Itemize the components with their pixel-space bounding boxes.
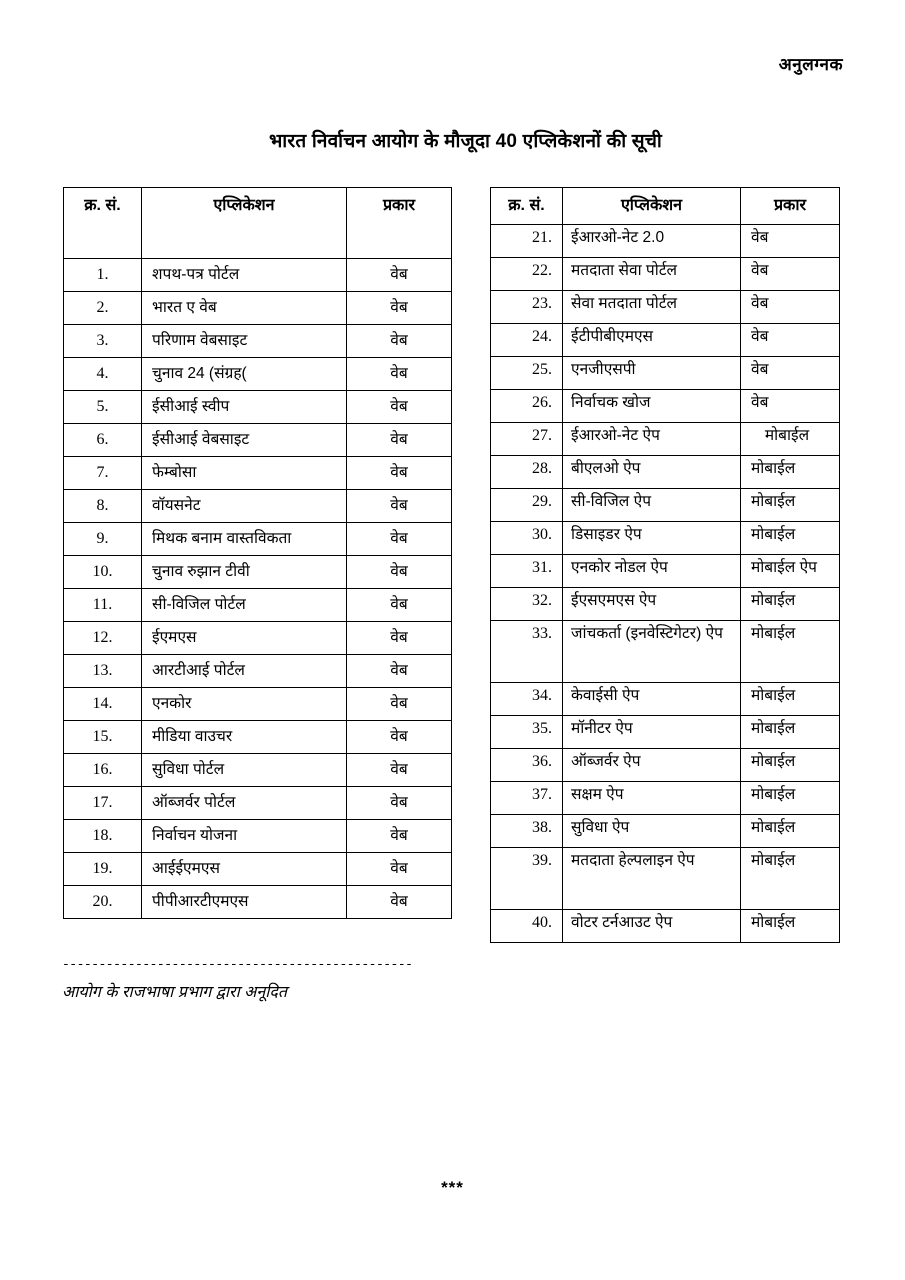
table-row [64, 325, 452, 358]
table-row [64, 820, 452, 853]
application-tables [0, 187, 905, 931]
cell-application-type: वेब [347, 556, 452, 589]
cell-serial-number: 35. [491, 716, 563, 749]
column-header-type: प्रकार [347, 188, 452, 259]
cell-serial-number: 21. [491, 225, 563, 258]
cell-serial-number: 12. [64, 622, 142, 655]
cell-application-name: केवाईसी ऐप [563, 683, 741, 716]
cell-application-name: फेम्बोसा [142, 457, 347, 490]
cell-serial-number: 19. [64, 853, 142, 886]
cell-serial-number: 8. [64, 490, 142, 523]
cell-application-type: वेब [347, 325, 452, 358]
cell-serial-number: 33. [491, 621, 563, 683]
column-header-app: एप्लिकेशन [563, 188, 741, 225]
table-row [64, 523, 452, 556]
table-row [64, 490, 452, 523]
translation-footnote [62, 958, 482, 1002]
cell-application-type: वेब [347, 655, 452, 688]
table-row [491, 291, 840, 324]
cell-application-type: वेब [347, 523, 452, 556]
cell-application-name: ईसीआई स्वीप [142, 391, 347, 424]
cell-application-name: निर्वाचन योजना [142, 820, 347, 853]
cell-application-name: निर्वाचक खोज [563, 390, 741, 423]
cell-serial-number: 13. [64, 655, 142, 688]
cell-application-type: वेब [741, 258, 840, 291]
cell-application-type: वेब [347, 589, 452, 622]
footnote-text: आयोग के राजभाषा प्रभाग द्वारा अनूदित [62, 984, 288, 1001]
table-row [491, 848, 840, 910]
cell-application-name: सेवा मतदाता पोर्टल [563, 291, 741, 324]
table-row [491, 258, 840, 291]
cell-application-name: ईआरओ-नेट 2.0 [563, 225, 741, 258]
cell-serial-number: 5. [64, 391, 142, 424]
cell-serial-number: 36. [491, 749, 563, 782]
cell-application-name: बीएलओ ऐप [563, 456, 741, 489]
table-row [64, 787, 452, 820]
cell-serial-number: 23. [491, 291, 563, 324]
cell-application-type: वेब [347, 490, 452, 523]
cell-application-type: मोबाईल [741, 782, 840, 815]
cell-serial-number: 32. [491, 588, 563, 621]
cell-serial-number: 27. [491, 423, 563, 456]
cell-application-type: वेब [347, 688, 452, 721]
cell-serial-number: 14. [64, 688, 142, 721]
cell-application-name: सक्षम ऐप [563, 782, 741, 815]
table-row [491, 683, 840, 716]
table-body-left [64, 259, 452, 919]
cell-application-name: जांचकर्ता (इनवेस्टिगेटर) ऐप [563, 621, 741, 683]
cell-serial-number: 34. [491, 683, 563, 716]
table-row [64, 622, 452, 655]
cell-application-type: वेब [347, 457, 452, 490]
table-row [64, 358, 452, 391]
table-row [491, 357, 840, 390]
cell-serial-number: 30. [491, 522, 563, 555]
cell-serial-number: 6. [64, 424, 142, 457]
table-row [491, 390, 840, 423]
cell-serial-number: 10. [64, 556, 142, 589]
cell-application-name: ऑब्जर्वर पोर्टल [142, 787, 347, 820]
table-header-row [64, 188, 452, 259]
applications-table-left [63, 187, 452, 919]
cell-application-type: मोबाईल [741, 716, 840, 749]
end-of-document-mark: *** [441, 1178, 464, 1197]
table-row [64, 457, 452, 490]
cell-serial-number: 38. [491, 815, 563, 848]
cell-application-name: ईसीआई वेबसाइट [142, 424, 347, 457]
footnote-separator: ------------------------------------------------ [62, 958, 413, 971]
cell-serial-number: 7. [64, 457, 142, 490]
cell-application-name: मतदाता हेल्पलाइन ऐप [563, 848, 741, 910]
cell-application-type: वेब [741, 225, 840, 258]
annexure-header: अनुलग्नक [778, 55, 843, 74]
table-row [64, 721, 452, 754]
table-row [491, 588, 840, 621]
table-row [64, 424, 452, 457]
cell-application-name: ईएसएमएस ऐप [563, 588, 741, 621]
cell-application-name: आरटीआई पोर्टल [142, 655, 347, 688]
table-row [491, 716, 840, 749]
table-row [64, 853, 452, 886]
table-row [491, 910, 840, 943]
cell-serial-number: 28. [491, 456, 563, 489]
cell-application-type: मोबाईल [741, 456, 840, 489]
cell-application-type: वेब [347, 358, 452, 391]
table-row [64, 886, 452, 919]
cell-serial-number: 11. [64, 589, 142, 622]
cell-application-type: मोबाईल [741, 522, 840, 555]
table-row [491, 555, 840, 588]
cell-serial-number: 31. [491, 555, 563, 588]
cell-serial-number: 40. [491, 910, 563, 943]
cell-application-type: मोबाईल [741, 749, 840, 782]
table-row [64, 391, 452, 424]
page-title: भारत निर्वाचन आयोग के मौजूदा 40 एप्लिकेशनों की सूची [268, 131, 663, 152]
cell-serial-number: 17. [64, 787, 142, 820]
cell-application-name: वोटर टर्नआउट ऐप [563, 910, 741, 943]
cell-application-name: एनकोर नोडल ऐप [563, 555, 741, 588]
column-header-sno: क्र. सं. [64, 188, 142, 259]
cell-serial-number: 9. [64, 523, 142, 556]
cell-application-name: वॉयसनेट [142, 490, 347, 523]
cell-serial-number: 29. [491, 489, 563, 522]
cell-application-name: शपथ-पत्र पोर्टल [142, 259, 347, 292]
cell-serial-number: 25. [491, 357, 563, 390]
cell-serial-number: 2. [64, 292, 142, 325]
cell-application-name: ईटीपीबीएमएस [563, 324, 741, 357]
table-row [491, 621, 840, 683]
table-row [491, 456, 840, 489]
cell-application-type: मोबाईल [741, 848, 840, 910]
cell-application-type: मोबाईल [741, 588, 840, 621]
cell-application-type: मोबाईल ऐप [741, 555, 840, 588]
table-row [491, 782, 840, 815]
cell-application-type: वेब [347, 787, 452, 820]
column-header-sno: क्र. सं. [491, 188, 563, 225]
table-row [64, 556, 452, 589]
cell-application-name: ईएमएस [142, 622, 347, 655]
cell-application-type: वेब [347, 721, 452, 754]
cell-application-type: वेब [347, 886, 452, 919]
cell-serial-number: 1. [64, 259, 142, 292]
table-row [491, 815, 840, 848]
cell-application-type: वेब [741, 324, 840, 357]
cell-application-name: चुनाव रुझान टीवी [142, 556, 347, 589]
cell-application-name: सी-विजिल ऐप [563, 489, 741, 522]
cell-application-name: ऑब्जर्वर ऐप [563, 749, 741, 782]
applications-table-right [490, 187, 840, 943]
table-row [64, 589, 452, 622]
table-row [64, 259, 452, 292]
cell-application-name: सुविधा पोर्टल [142, 754, 347, 787]
table-row [491, 225, 840, 258]
cell-application-name: पीपीआरटीएमएस [142, 886, 347, 919]
cell-serial-number: 22. [491, 258, 563, 291]
table-row [64, 292, 452, 325]
cell-application-name: मिथक बनाम वास्तविकता [142, 523, 347, 556]
cell-serial-number: 39. [491, 848, 563, 910]
cell-serial-number: 26. [491, 390, 563, 423]
cell-serial-number: 16. [64, 754, 142, 787]
cell-application-type: वेब [347, 424, 452, 457]
cell-application-name: डिसाइडर ऐप [563, 522, 741, 555]
cell-application-type: वेब [347, 853, 452, 886]
cell-application-type: वेब [741, 291, 840, 324]
cell-serial-number: 24. [491, 324, 563, 357]
cell-application-name: आईईएमएस [142, 853, 347, 886]
cell-serial-number: 18. [64, 820, 142, 853]
column-header-type: प्रकार [741, 188, 840, 225]
cell-application-type: वेब [741, 357, 840, 390]
table-row [64, 688, 452, 721]
column-header-app: एप्लिकेशन [142, 188, 347, 259]
cell-application-name: मॉनीटर ऐप [563, 716, 741, 749]
cell-application-name: सी-विजिल पोर्टल [142, 589, 347, 622]
cell-serial-number: 20. [64, 886, 142, 919]
table-row [491, 489, 840, 522]
cell-application-name: ईआरओ-नेट ऐप [563, 423, 741, 456]
table-row [491, 749, 840, 782]
table-row [64, 754, 452, 787]
cell-application-type: वेब [347, 259, 452, 292]
cell-application-name: मीडिया वाउचर [142, 721, 347, 754]
cell-application-type: मोबाईल [741, 423, 840, 456]
cell-application-type: मोबाईल [741, 815, 840, 848]
cell-application-type: वेब [347, 820, 452, 853]
cell-serial-number: 37. [491, 782, 563, 815]
cell-serial-number: 15. [64, 721, 142, 754]
cell-application-type: वेब [347, 391, 452, 424]
cell-application-type: मोबाईल [741, 621, 840, 683]
table-row [491, 324, 840, 357]
cell-serial-number: 4. [64, 358, 142, 391]
cell-application-name: भारत ए वेब [142, 292, 347, 325]
table-row [491, 522, 840, 555]
cell-application-name: मतदाता सेवा पोर्टल [563, 258, 741, 291]
cell-application-type: वेब [347, 292, 452, 325]
table-header-row [491, 188, 840, 225]
table-body-right [491, 225, 840, 943]
cell-application-type: वेब [347, 622, 452, 655]
cell-application-name: एनकोर [142, 688, 347, 721]
table-row [64, 655, 452, 688]
cell-serial-number: 3. [64, 325, 142, 358]
cell-application-type: वेब [741, 390, 840, 423]
cell-application-name: चुनाव 24 (संग्रह( [142, 358, 347, 391]
cell-application-name: परिणाम वेबसाइट [142, 325, 347, 358]
cell-application-type: वेब [347, 754, 452, 787]
cell-application-name: सुविधा ऐप [563, 815, 741, 848]
cell-application-type: मोबाईल [741, 683, 840, 716]
table-row [491, 423, 840, 456]
cell-application-name: एनजीएसपी [563, 357, 741, 390]
cell-application-type: मोबाईल [741, 489, 840, 522]
cell-application-type: मोबाईल [741, 910, 840, 943]
